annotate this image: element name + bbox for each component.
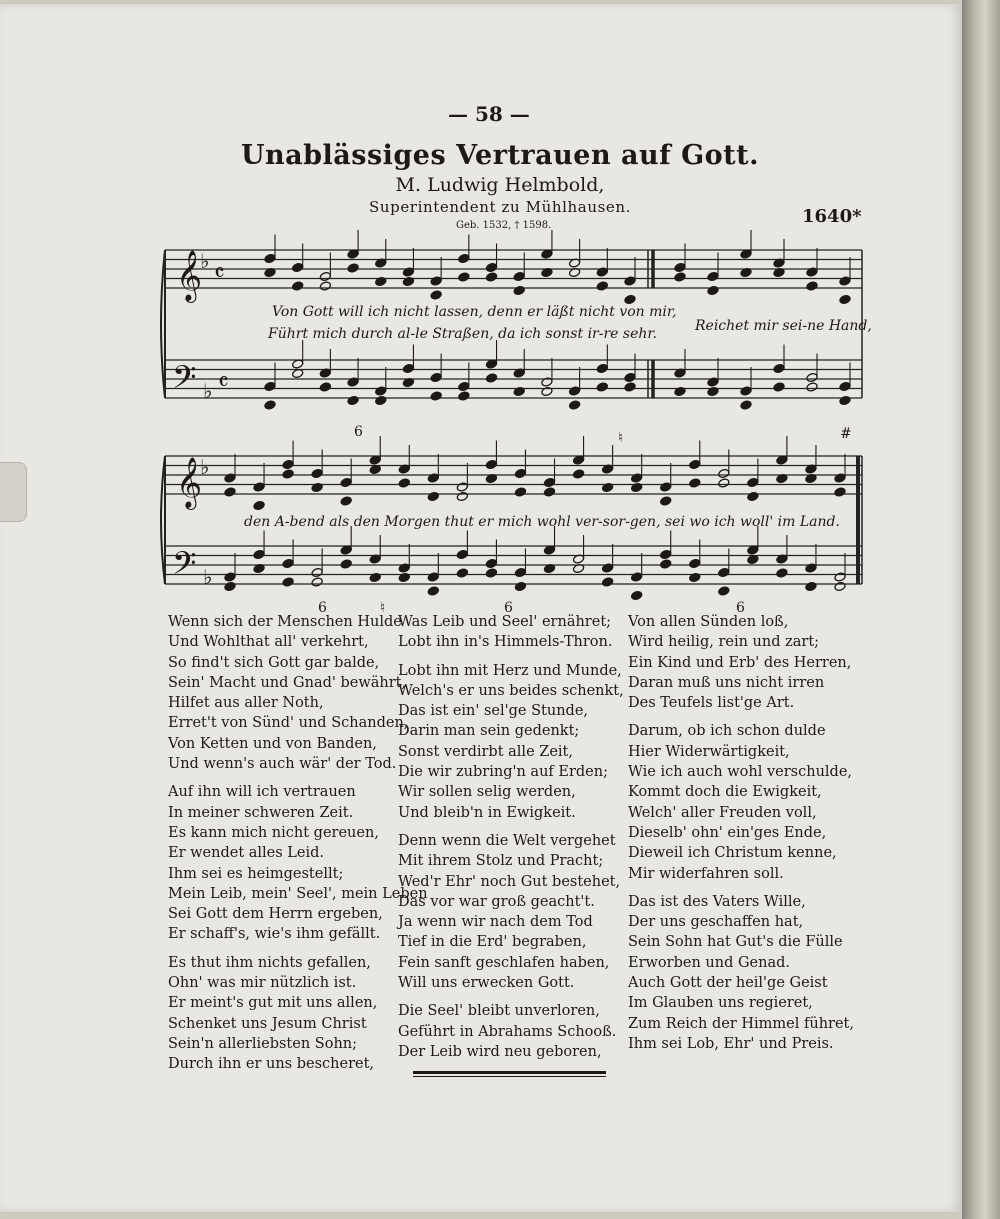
staff-lines [161,250,862,584]
note-head [253,500,265,510]
note-head [311,482,323,492]
verse-line: Darin man sein gedenkt; [398,723,580,740]
note-head [402,276,414,286]
note-head [311,567,323,577]
verse-line: Wie ich auch wohl verschulde, [628,764,853,781]
note-head [624,372,636,382]
figure-sys2-c: 6 [504,600,513,616]
note-head [456,568,468,578]
note-head [834,572,846,582]
verse-line: Das ist ein' sel'ge Stunde, [398,703,589,720]
figure-sys1-b: ♮ [618,430,624,446]
verse-line: Dieselb' ohn' ein'ges Ende, [628,824,827,841]
note-head [430,276,442,286]
note-head [707,377,719,387]
lyrics-line-right: Reichet mir sei-ne Hand, [695,318,872,334]
note-head [513,386,525,396]
note-head [253,549,265,559]
lyrics-line-3: den A-bend als den Morgen thut er mich wohl ver-sor-gen, sei wo ich woll' im Land. [244,514,840,530]
note-head [458,391,470,401]
note-head [631,482,643,492]
figure-sys2-d: 6 [736,600,745,616]
key-flat-3: ♭ [200,455,210,479]
verse-line: Tief in die Erd' begraben, [398,934,587,951]
note-head [427,572,439,582]
figure-sys2-b: ♮ [380,600,386,616]
note-head [347,263,359,273]
note-head [292,281,304,291]
bass-clef-2: 𝄢 [172,545,197,589]
verse-line: Daran muß uns nicht irren [628,674,825,691]
note-head [718,478,730,488]
verse-line: Sein Sohn hat Gut's die Fülle [628,934,843,951]
note-head [282,558,294,568]
verse-line: Der uns geschaffen hat, [628,914,804,931]
note-head [596,281,608,291]
verse-line: Sein' Macht und Gnad' bewährt, [168,674,407,691]
note-head [347,395,359,405]
note-head [839,294,851,304]
stanza [398,831,624,993]
note-head [602,482,614,492]
figure-sys1-c: # [840,426,852,442]
note-head [402,363,414,373]
note-head [624,276,636,286]
clefs-and-signatures [172,249,229,589]
note-head [773,363,785,373]
bass-clef-1: 𝄢 [172,359,197,403]
note-head [689,572,701,582]
note-head [660,549,672,559]
treble-clef-1: 𝄞 [176,250,203,301]
verse-line: Er meint's gut mit uns allen, [168,995,378,1012]
verse-line: Welch's er uns beides schenkt, [398,682,624,699]
verse-line: Darum, ob ich schon dulde [628,723,826,740]
time-sig-2: 𝄴 [218,368,229,396]
note-head [773,382,785,392]
note-head [456,482,468,492]
verse-column-3 [628,612,854,1062]
verse-line: Was Leib und Seel' ernähret; [398,614,612,630]
verse-line: Lobt ihn mit Herz und Munde, [398,662,622,679]
note-head [674,262,686,272]
note-head [485,568,497,578]
author-role: Superintendent zu Mühlhausen. [368,198,632,216]
author-name: M. Ludwig Helmbold, [395,174,605,196]
verse-line: Erworben und Genad. [628,954,791,971]
note-head [311,577,323,587]
note-head [707,386,719,396]
verse-line: Und wenn's auch wär' der Tod. [168,756,397,773]
note-head [834,473,846,483]
verse-line: Es kann mich nicht gereuen, [168,824,379,841]
verse-line: Will uns erwecken Gott. [398,975,575,992]
note-head [485,262,497,272]
note-head [514,487,526,497]
note-head [689,459,701,469]
note-head [740,386,752,396]
note-head [319,271,331,281]
note-head [541,377,553,387]
verse-line: Mir widerfahren soll. [628,865,784,882]
verse-line: Das vor war groß geacht't. [398,893,595,910]
note-head [427,586,439,596]
note-head [458,381,470,391]
note-head [458,272,470,282]
note-head [543,477,555,487]
verse-line: Denn wenn die Welt vergehet [398,832,616,849]
note-head [282,577,294,587]
note-head [718,468,730,478]
note-head [806,281,818,291]
verse-line: Und bleib'n in Ewigkeit. [398,804,576,821]
note-head [427,473,439,483]
verse-line: Lobt ihn in's Himmels-Thron. [398,634,613,651]
note-head [568,400,580,410]
note-head [264,253,276,263]
note-head [398,563,410,573]
note-head [485,373,497,383]
note-head [707,285,719,295]
note-head [375,386,387,396]
verse-line: Sei Gott dem Herrn ergeben, [168,906,383,923]
note-head [369,572,381,582]
note-head [740,400,752,410]
note-head [264,400,276,410]
note-head [596,267,608,277]
verse-line: Auch Gott der heil'ge Geist [628,975,828,992]
note-head [689,478,701,488]
hymn-number: 1640* [802,206,862,227]
verse-line: Im Glauben uns regieret, [628,995,813,1012]
note-head [430,290,442,300]
figure-sys1-a: 6 [354,424,363,440]
note-head [485,459,497,469]
note-head [718,586,730,596]
note-head [805,581,817,591]
note-head [253,482,265,492]
note-head [660,559,672,569]
note-head [319,382,331,392]
verse-line: Von allen Sünden loß, [628,614,789,630]
note-head [282,469,294,479]
end-rule [413,1071,606,1074]
verse-line: Durch ihn er uns bescheret, [168,1056,375,1073]
note-head [224,487,236,497]
note-head [839,395,851,405]
note-head [834,487,846,497]
music-notes [224,230,851,601]
verse-line: Dieweil ich Christum kenne, [628,845,837,862]
author-dates: Geb. 1532, † 1598. [456,220,552,231]
verse-line: Wenn sich der Menschen Hulde [168,614,402,630]
verse-line: Es thut ihm nichts gefallen, [168,954,371,971]
note-head [513,285,525,295]
note-head [485,558,497,568]
verse-column-2 [398,612,624,1070]
note-head [543,487,555,497]
key-flat-2: ♭ [203,379,213,403]
note-head [602,577,614,587]
verse-line: Wird heilig, rein und zart; [628,634,820,651]
note-head [776,568,788,578]
note-head [806,382,818,392]
note-head [806,267,818,277]
verse-line: Auf ihn will ich vertrauen [168,784,356,801]
verse-line: Sein'n allerliebsten Sohn; [168,1035,358,1052]
page-number: — 58 — [448,102,530,126]
stanza [628,612,854,713]
stanza [398,661,624,823]
treble-clef-2: 𝄞 [176,457,203,508]
note-head [707,271,719,281]
note-head [224,473,236,483]
verse-line: Der Leib wird neu geboren, [398,1043,602,1060]
verse-line: Erret't von Sünd' und Schanden, [168,715,409,732]
verse-line: Er wendet alles Leid. [168,845,325,862]
figure-sys2-a: 6 [318,600,327,616]
verse-line: Wed'r Ehr' noch Gut bestehet, [398,873,621,890]
note-head [427,491,439,501]
verse-line: Hier Widerwärtigkeit, [628,743,790,760]
note-head [485,272,497,282]
note-head [631,590,643,600]
verse-line: Die wir zubring'n auf Erden; [398,764,608,781]
verse-line: Des Teufels list'ge Art. [628,695,795,712]
note-head [541,386,553,396]
verse-line: Hilfet aus aller Noth, [168,695,324,712]
note-head [718,567,730,577]
note-head [660,496,672,506]
note-head [839,276,851,286]
note-head [282,459,294,469]
verse-line: Und Wohlthat all' verkehrt, [168,634,369,651]
note-head [347,377,359,387]
stanza [628,892,854,1054]
stanza [628,721,854,883]
verse-line: Geführt in Abrahams Schooß. [398,1023,617,1040]
verse-line: Sonst verdirbt alle Zeit, [398,743,573,760]
note-head [340,559,352,569]
note-head [805,563,817,573]
note-head [834,581,846,591]
verse-line: Wir sollen selig werden, [398,784,576,801]
verse-line: Ohn' was mir nützlich ist. [168,975,357,992]
note-head [514,567,526,577]
lyrics-line-1: Von Gott will ich nicht lassen, denn er läßt nicht von mir, [272,304,677,320]
lyrics-line-2: Führt mich durch al-le Straßen, da ich sonst ir-re sehr. [268,326,657,342]
verse-line: Er schaff's, wie's ihm gefällt. [168,926,381,943]
note-head [402,267,414,277]
note-head [674,386,686,396]
note-head [224,572,236,582]
verse-line: Von Ketten und von Banden, [168,735,377,752]
note-head [806,372,818,382]
note-head [631,473,643,483]
note-head [660,482,672,492]
note-head [513,271,525,281]
note-head [456,491,468,501]
note-head [375,276,387,286]
note-head [311,468,323,478]
key-flat-4: ♭ [203,565,213,589]
verse-line: So find't sich Gott gar balde, [168,654,380,671]
note-head [596,363,608,373]
note-head [430,391,442,401]
hymn-title: Unablässiges Vertrauen auf Gott. [240,140,760,171]
key-flat-1: ♭ [200,249,210,273]
verse-line: Zum Reich der Himmel führet, [628,1015,854,1032]
note-head [596,382,608,392]
note-head [292,262,304,272]
note-head [264,381,276,391]
verse-line: Das ist des Vaters Wille, [628,893,806,910]
note-head [458,253,470,263]
verse-line: Ihm sei Lob, Ehr' und Preis. [628,1035,834,1052]
note-head [747,491,759,501]
note-head [572,469,584,479]
time-sig-1: 𝄴 [214,259,225,287]
note-head [631,572,643,582]
note-head [568,386,580,396]
verse-line: Schenket uns Jesum Christ [168,1015,367,1032]
note-head [602,563,614,573]
note-head [340,496,352,506]
stanza [168,953,428,1075]
verse-line: Kommt doch die Ewigkeit, [628,784,822,801]
stanza [398,1001,624,1062]
verse-line: Mit ihrem Stolz und Pracht; [398,853,604,870]
verse-column-1 [168,612,428,1083]
note-head [514,468,526,478]
note-head [624,382,636,392]
note-head [839,381,851,391]
stanza [168,612,428,774]
verse-line: Ja wenn wir nach dem Tod [398,914,593,931]
note-head [224,581,236,591]
stanza [398,612,624,653]
verse-line: Welch' aller Freuden voll, [628,804,817,821]
verse-line: Mein Leib, mein' Seel', mein Leben [168,885,428,902]
note-head [375,395,387,405]
note-head [674,272,686,282]
note-head [689,558,701,568]
note-head [747,477,759,487]
note-head [398,478,410,488]
note-head [456,549,468,559]
end-rule-thin [413,1076,606,1077]
verse-line: Fein sanft geschlafen haben, [398,954,610,971]
verse-line: Ein Kind und Erb' des Herren, [628,654,852,671]
note-head [398,572,410,582]
note-head [514,581,526,591]
note-head [340,477,352,487]
stanza [168,782,428,944]
verse-line: In meiner schweren Zeit. [168,804,354,821]
verse-line: Ihm sei es heimgestellt; [168,865,344,882]
note-head [319,281,331,291]
note-head [430,372,442,382]
verse-line: Die Seel' bleibt unverloren, [398,1003,600,1020]
